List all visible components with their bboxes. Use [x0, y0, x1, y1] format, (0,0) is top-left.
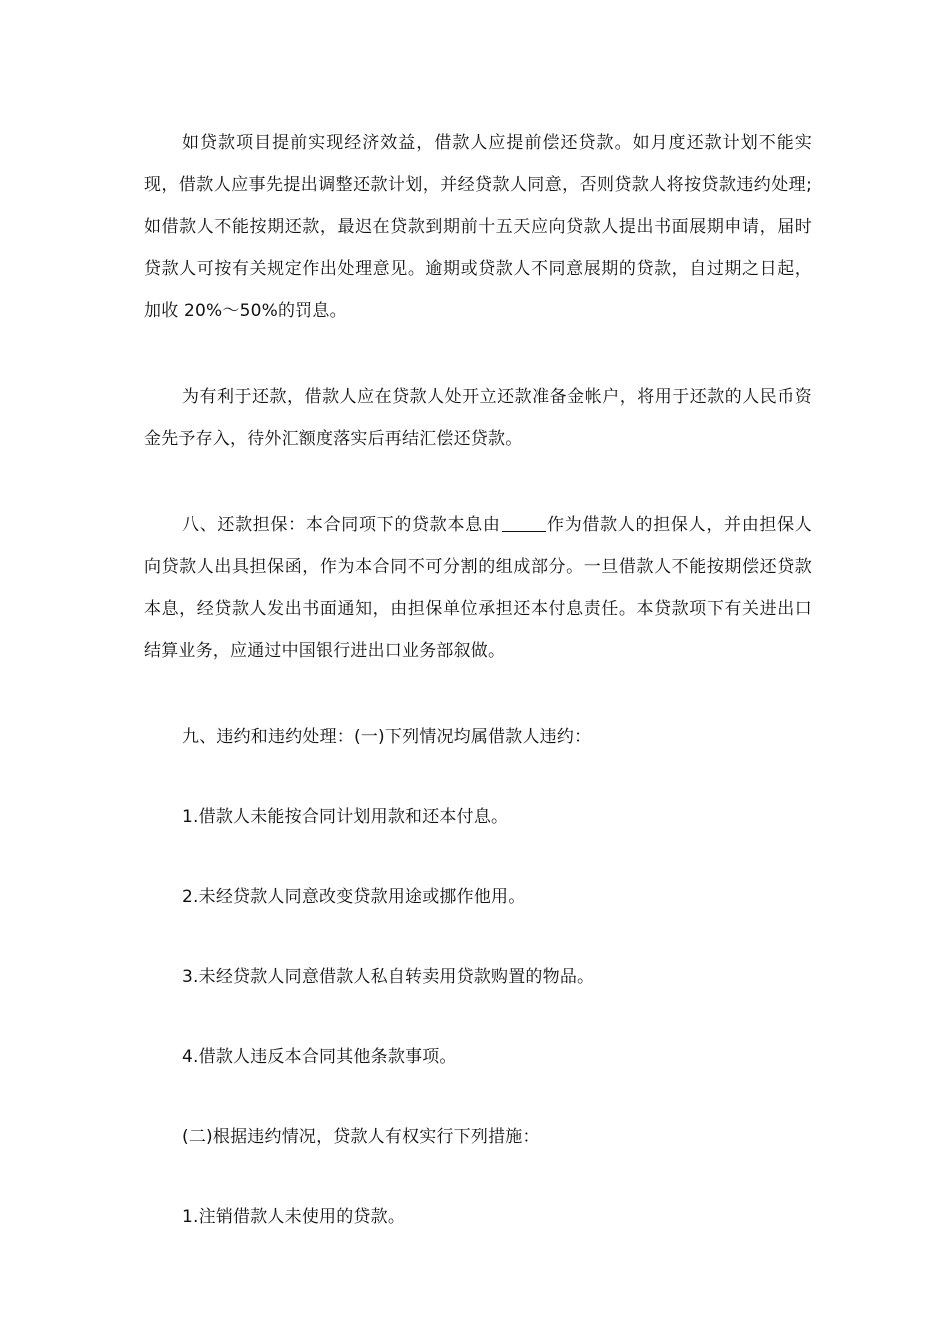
- paragraph-measures-heading: (二)根据违约情况，贷款人有权实行下列措施：: [182, 1127, 540, 1147]
- list-item-default-4: 4.借款人违反本合同其他条款事项。: [182, 1047, 457, 1067]
- list-item-default-3: 3.未经贷款人同意借款人私自转卖用贷款购置的物品。: [182, 967, 595, 987]
- list-item-default-1: 1.借款人未能按合同计划用款和还本付息。: [182, 807, 509, 827]
- paragraph-default-heading: 九、违约和违约处理：(一)下列情况均属借款人违约：: [182, 727, 592, 747]
- guarantee-text-after-blank: 作为借款人的担保人，并由担保人向贷款人出具担保函，作为本合同不可分割的组成部分。一旦借款人不能按期偿还贷款本息，经贷款人发出书面通知，由担保单位承担还本付息责任。本贷款项下有关进出口结算业务，应通过中国银行进出口业务部叙做。: [144, 515, 812, 661]
- paragraph-early-repayment: 如贷款项目提前实现经济效益，借款人应提前偿还贷款。如月度还款计划不能实现，借款人应事先提出调整还款计划，并经贷款人同意，否则贷款人将按贷款违约处理;如借款人不能按期还款，最迟在贷款到期前十五天应向贷款人提出书面展期申请，届时贷款人可按有关规定作出处理意见。逾期或贷款人不同意展期的贷款，自过期之日起，加收 20%～50%的罚息。: [144, 133, 812, 321]
- document-body: [144, 122, 812, 1276]
- guarantor-blank-line: [502, 513, 546, 532]
- list-item-measure-1: 1.注销借款人未使用的贷款。: [182, 1207, 406, 1227]
- list-item-default-2: 2.未经贷款人同意改变贷款用途或挪作他用。: [182, 887, 526, 907]
- guarantee-text-before-blank: 八、还款担保：本合同项下的贷款本息由: [182, 515, 501, 535]
- paragraph-repayment-account: 为有利于还款，借款人应在贷款人处开立还款准备金帐户，将用于还款的人民币资金先予存入，待外汇额度落实后再结汇偿还贷款。: [144, 387, 812, 449]
- paragraph-repayment-guarantee: [144, 504, 812, 672]
